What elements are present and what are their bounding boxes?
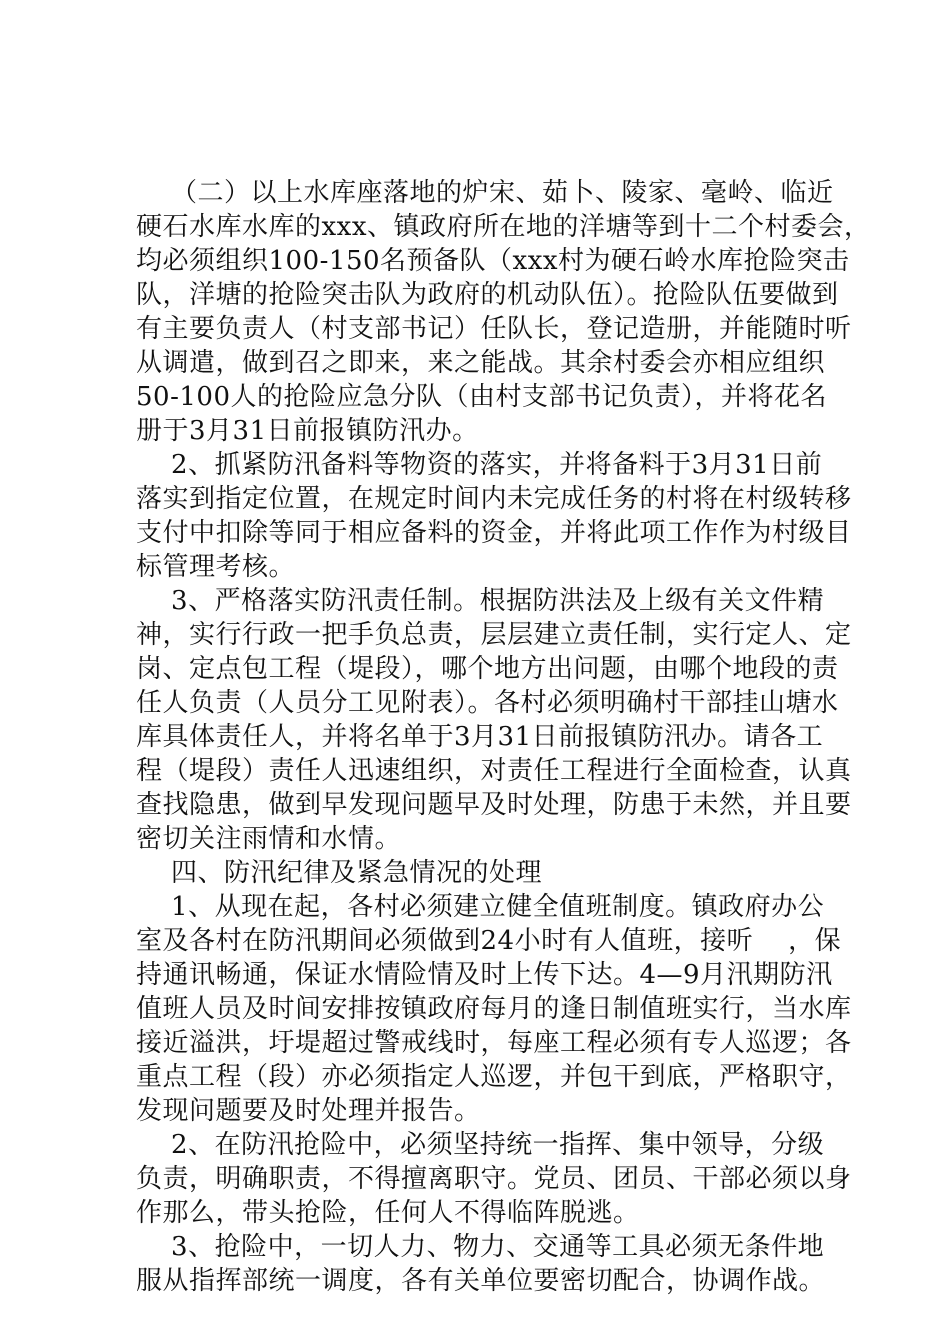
text-line: 册于3月31日前报镇防汛办。 <box>136 416 479 446</box>
text-line: 查找隐患，做到早发现问题早及时处理，防患于未然，并且要 <box>136 790 852 820</box>
text-line: 均必须组织100-150名预备队（xxx村为硬石岭水库抢险突击 <box>136 246 850 276</box>
text-line: 库具体责任人，并将名单于3月31日前报镇防汛办。请各工 <box>136 722 824 752</box>
text-line: 服从指挥部统一调度，各有关单位要密切配合，协调作战。 <box>136 1266 826 1296</box>
text-line: 值班人员及时间安排按镇政府每月的逢日制值班实行，当水库 <box>136 994 852 1024</box>
text-line: 负责，明确职责，不得擅离职守。党员、团员、干部必须以身 <box>136 1164 852 1194</box>
text-line: 发现问题要及时处理并报告。 <box>136 1096 481 1126</box>
text-line: （二）以上水库座落地的炉宋、茹卜、陵家、毫岭、临近 <box>136 178 834 208</box>
text-line: 作那么，带头抢险，任何人不得临阵脱逃。 <box>136 1198 640 1228</box>
text-line: 队，洋塘的抢险突击队为政府的机动队伍）。抢险队伍要做到 <box>136 280 839 310</box>
text-line: 1、从现在起，各村必须建立健全值班制度。镇政府办公 <box>136 892 825 922</box>
text-line: 3、严格落实防汛责任制。根据防洪法及上级有关文件精 <box>136 586 825 616</box>
text-line: 重点工程（段）亦必须指定人巡逻，并包干到底，严格职守， <box>136 1062 852 1092</box>
text-line: 支付中扣除等同于相应备料的资金，并将此项工作作为村级目 <box>136 518 852 548</box>
text-line: 任人负责（人员分工见附表）。各村必须明确村干部挂山塘水 <box>136 688 839 718</box>
text-line: 岗、定点包工程（堤段），哪个地方出问题，由哪个地段的责 <box>136 654 839 684</box>
text-line: 接近溢洪，圩堤超过警戒线时，每座工程必须有专人巡逻；各 <box>136 1028 852 1058</box>
text-line: 硬石水库水库的xxx、镇政府所在地的洋塘等到十二个村委会， <box>136 212 871 242</box>
text-line: 从调遣，做到召之即来，来之能战。其余村委会亦相应组织 <box>136 348 826 378</box>
text-line: 有主要负责人（村支部书记）任队长，登记造册，并能随时听 <box>136 314 852 344</box>
text-line: 密切关注雨情和水情。 <box>136 824 402 854</box>
text-line: 50-100人的抢险应急分队（由村支部书记负责），并将花名 <box>136 382 827 412</box>
text-line: 3、抢险中，一切人力、物力、交通等工具必须无条件地 <box>136 1232 825 1262</box>
section-heading: 四、防汛纪律及紧急情况的处理 <box>136 858 543 888</box>
text-line: 室及各村在防汛期间必须做到24小时有人值班，接听 ，保 <box>136 926 842 956</box>
text-line: 程（堤段）责任人迅速组织，对责任工程进行全面检查，认真 <box>136 756 852 786</box>
text-line: 2、抓紧防汛备料等物资的落实，并将备料于3月31日前 <box>136 450 823 480</box>
text-line: 神，实行行政一把手负总责，层层建立责任制，实行定人、定 <box>136 620 852 650</box>
text-line: 2、在防汛抢险中，必须坚持统一指挥、集中领导，分级 <box>136 1130 825 1160</box>
text-line: 落实到指定位置，在规定时间内未完成任务的村将在村级转移 <box>136 484 852 514</box>
text-line: 持通讯畅通，保证水情险情及时上传下达。4—9月汛期防汛 <box>136 960 833 990</box>
text-line: 标管理考核。 <box>136 552 296 582</box>
